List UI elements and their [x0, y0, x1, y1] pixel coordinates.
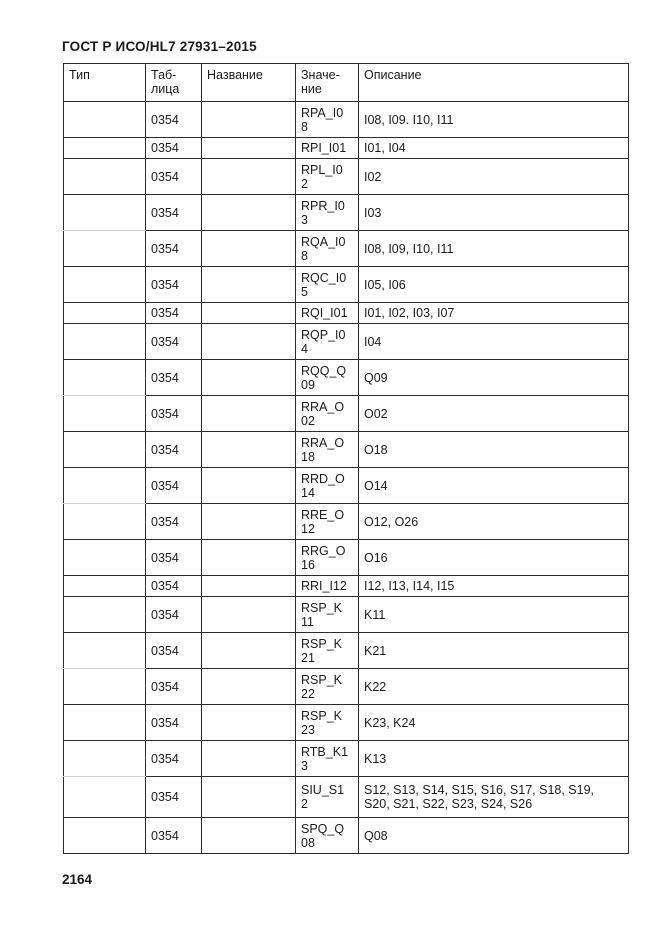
cell-description: I02	[359, 159, 629, 195]
table-row	[64, 303, 629, 324]
cell-type	[64, 669, 146, 705]
column-header-description: Описание	[359, 64, 629, 102]
cell-name	[202, 102, 296, 138]
cell-type	[64, 159, 146, 195]
table-row	[64, 633, 629, 669]
cell-table: 0354	[146, 669, 202, 705]
cell-table: 0354	[146, 432, 202, 468]
cell-type	[64, 741, 146, 777]
cell-name	[202, 597, 296, 633]
table-row	[64, 468, 629, 504]
cell-name	[202, 741, 296, 777]
cell-name	[202, 468, 296, 504]
cell-description: Q08	[359, 818, 629, 854]
cell-description: O14	[359, 468, 629, 504]
table-row	[64, 576, 629, 597]
cell-value: RTB_K1 3	[296, 741, 359, 777]
cell-type	[64, 138, 146, 159]
table-row	[64, 138, 629, 159]
cell-value: RPR_I0 3	[296, 195, 359, 231]
cell-description: O02	[359, 396, 629, 432]
cell-table: 0354	[146, 468, 202, 504]
table-header-row	[64, 64, 629, 102]
cell-name	[202, 576, 296, 597]
cell-type	[64, 303, 146, 324]
table-row	[64, 195, 629, 231]
table-row	[64, 741, 629, 777]
cell-description: I05, I06	[359, 267, 629, 303]
cell-description: O18	[359, 432, 629, 468]
cell-name	[202, 705, 296, 741]
cell-type	[64, 102, 146, 138]
cell-value: RRD_O 14	[296, 468, 359, 504]
cell-name	[202, 396, 296, 432]
cell-description: I12, I13, I14, I15	[359, 576, 629, 597]
cell-type	[64, 633, 146, 669]
cell-value: RRA_O 18	[296, 432, 359, 468]
cell-value: RRG_O 16	[296, 540, 359, 576]
cell-type	[64, 396, 146, 432]
table-row	[64, 669, 629, 705]
cell-table: 0354	[146, 267, 202, 303]
cell-type	[64, 468, 146, 504]
cell-value: RPL_I0 2	[296, 159, 359, 195]
cell-description: K11	[359, 597, 629, 633]
cell-description: I08, I09. I10, I11	[359, 102, 629, 138]
table-row	[64, 324, 629, 360]
cell-description: I01, I04	[359, 138, 629, 159]
cell-value: RQI_I01	[296, 303, 359, 324]
table-row	[64, 777, 629, 818]
cell-type	[64, 777, 146, 818]
cell-type	[64, 504, 146, 540]
table-row	[64, 102, 629, 138]
cell-name	[202, 138, 296, 159]
cell-name	[202, 633, 296, 669]
cell-description: O12, O26	[359, 504, 629, 540]
cell-table: 0354	[146, 303, 202, 324]
cell-name	[202, 159, 296, 195]
cell-value: RPI_I01	[296, 138, 359, 159]
cell-name	[202, 540, 296, 576]
cell-type	[64, 705, 146, 741]
column-header-type: Тип	[64, 64, 146, 102]
cell-table: 0354	[146, 540, 202, 576]
cell-table: 0354	[146, 741, 202, 777]
document-header: ГОСТ Р ИСО/HL7 27931–2015	[62, 39, 257, 54]
cell-value: RSP_K 11	[296, 597, 359, 633]
cell-name	[202, 432, 296, 468]
cell-name	[202, 231, 296, 267]
table-row	[64, 159, 629, 195]
cell-value: RRE_O 12	[296, 504, 359, 540]
cell-type	[64, 432, 146, 468]
cell-table: 0354	[146, 818, 202, 854]
cell-name	[202, 324, 296, 360]
cell-description: Q09	[359, 360, 629, 396]
cell-name	[202, 777, 296, 818]
table-row	[64, 504, 629, 540]
cell-description: K21	[359, 633, 629, 669]
cell-table: 0354	[146, 396, 202, 432]
cell-name	[202, 818, 296, 854]
cell-table: 0354	[146, 576, 202, 597]
cell-table: 0354	[146, 231, 202, 267]
cell-table: 0354	[146, 597, 202, 633]
cell-name	[202, 504, 296, 540]
cell-table: 0354	[146, 360, 202, 396]
cell-name	[202, 360, 296, 396]
table-row	[64, 231, 629, 267]
cell-value: RSP_K 22	[296, 669, 359, 705]
cell-value: RQA_I0 8	[296, 231, 359, 267]
cell-description: O16	[359, 540, 629, 576]
cell-description: K23, K24	[359, 705, 629, 741]
cell-type	[64, 195, 146, 231]
cell-description: I08, I09, I10, I11	[359, 231, 629, 267]
cell-description: I01, I02, I03, I07	[359, 303, 629, 324]
cell-description: K22	[359, 669, 629, 705]
table-row	[64, 396, 629, 432]
cell-name	[202, 669, 296, 705]
cell-type	[64, 540, 146, 576]
cell-description: K13	[359, 741, 629, 777]
column-header-value: Значе- ние	[296, 64, 359, 102]
cell-table: 0354	[146, 504, 202, 540]
cell-value: RQP_I0 4	[296, 324, 359, 360]
cell-table: 0354	[146, 777, 202, 818]
cell-type	[64, 576, 146, 597]
cell-table: 0354	[146, 159, 202, 195]
cell-description: I04	[359, 324, 629, 360]
cell-value: RSP_K 23	[296, 705, 359, 741]
cell-table: 0354	[146, 195, 202, 231]
cell-value: SIU_S1 2	[296, 777, 359, 818]
cell-type	[64, 231, 146, 267]
cell-table: 0354	[146, 102, 202, 138]
table-row	[64, 597, 629, 633]
cell-value: RPA_I0 8	[296, 102, 359, 138]
cell-type	[64, 818, 146, 854]
data-table	[63, 63, 629, 854]
cell-value: RSP_K 21	[296, 633, 359, 669]
cell-table: 0354	[146, 324, 202, 360]
cell-value: RQC_I0 5	[296, 267, 359, 303]
cell-type	[64, 597, 146, 633]
cell-type	[64, 267, 146, 303]
table-row	[64, 818, 629, 854]
table-row	[64, 267, 629, 303]
cell-table: 0354	[146, 138, 202, 159]
table-row	[64, 705, 629, 741]
cell-table: 0354	[146, 633, 202, 669]
table-row	[64, 360, 629, 396]
cell-value: RQQ_Q 09	[296, 360, 359, 396]
column-header-table: Таб- лица	[146, 64, 202, 102]
cell-type	[64, 360, 146, 396]
cell-value: SPQ_Q 08	[296, 818, 359, 854]
cell-value: RRI_I12	[296, 576, 359, 597]
cell-name	[202, 195, 296, 231]
cell-description: S12, S13, S14, S15, S16, S17, S18, S19, S20, S21, S22, S23, S24, S26	[359, 777, 629, 818]
cell-name	[202, 267, 296, 303]
cell-type	[64, 324, 146, 360]
column-header-name: Название	[202, 64, 296, 102]
cell-name	[202, 303, 296, 324]
table-row	[64, 540, 629, 576]
cell-description: I03	[359, 195, 629, 231]
page-number: 2164	[62, 872, 93, 887]
cell-table: 0354	[146, 705, 202, 741]
cell-value: RRA_O 02	[296, 396, 359, 432]
table-row	[64, 432, 629, 468]
